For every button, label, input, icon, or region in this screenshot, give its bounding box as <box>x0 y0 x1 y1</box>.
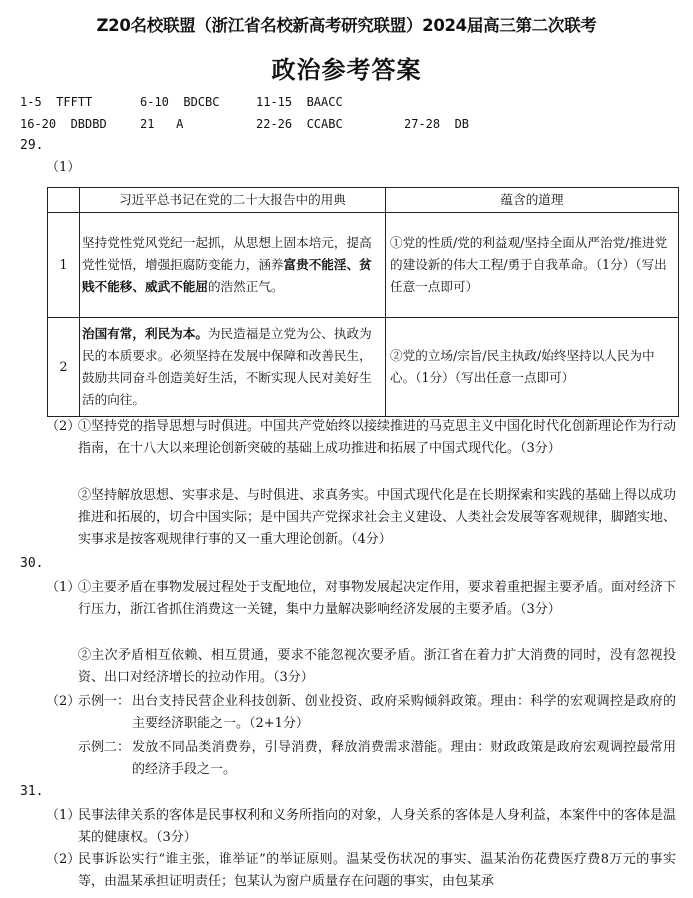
key-6-10: 6-10 BDCBC <box>140 95 220 109</box>
question-30-number: 30. <box>20 556 44 571</box>
q31-part1-text: 民事法律关系的客体是民事权利和义务所指向的对象，人身关系的客体是人身利益，本案件中的客体是温某的健康权。（3分） <box>78 808 677 845</box>
row-index: 1 <box>48 213 80 318</box>
q30-part1-item-2: ②主次矛盾相互依赖、相互贯通，要求不能忽视次要矛盾。浙江省在着力扩大消费的同时，没有忽视投资、出口对经济增长的拉动作用。（3分） <box>78 648 676 685</box>
key-16-20: 16-20 DBDBD <box>20 117 107 131</box>
answer-table <box>47 187 679 417</box>
table-header-row <box>48 188 679 213</box>
q31-part1-label: （1） <box>46 808 81 823</box>
row-index: 2 <box>48 318 80 417</box>
document-subtitle: 政治参考答案 <box>271 56 422 84</box>
table-row <box>48 318 679 417</box>
key-11-15: 11-15 BAACC <box>256 95 343 109</box>
page-title: Z20名校联盟（浙江省名校新高考研究联盟）2024届高三第二次联考 <box>96 16 597 35</box>
principle-cell: ②党的立场/宗旨/民主执政/始终坚持以人民为中心。（1分）（写出任意一点即可） <box>386 318 679 417</box>
quote-cell: 治国有常，利民为本。为民造福是立党为公、执政为民的本质要求。必须坚持在发展中保障和改善民生，鼓励共同奋斗创造美好生活，不断实现人民对美好生活的向往。 <box>80 318 386 417</box>
q31-part2-label: （2） <box>46 852 81 867</box>
key-27-28: 27-28 DB <box>404 117 470 131</box>
question-31-number: 31. <box>20 784 44 799</box>
quote-cell: 坚持党性党风党纪一起抓，从思想上固本培元，提高党性觉悟，增强拒腐防变能力，涵养富贵不能淫、贫贱不能移、威武不能屈的浩然正气。 <box>80 213 386 318</box>
q30-part1-item-1: ①主要矛盾在事物发展过程处于支配地位，对事物发展起决定作用，要求着重把握主要矛盾。面对经济下行压力，浙江省抓住消费这一关键，集中力量解决影响经济发展的主要矛盾。（3分） <box>78 580 677 617</box>
example-2-label: 示例二： <box>78 740 131 755</box>
table-header-index <box>48 188 80 213</box>
example-2-text: 发放不同品类消费券，引导消费，释放消费需求潜能。理由：财政政策是政府宏观调控最常用的经济手段之一。 <box>132 740 676 777</box>
q29-part2-item-1: ①坚持党的指导思想与时俱进。中国共产党始终以接续推进的马克思主义中国化时代化创新理论作为行动指南，在十八大以来理论创新突破的基础上成功推进和拓展了中国式现代化。（3分） <box>78 419 677 456</box>
q30-part1-label: （1） <box>46 580 81 595</box>
q29-part2-label: （2） <box>46 419 81 434</box>
table-header-quote: 习近平总书记在党的二十大报告中的用典 <box>80 188 386 213</box>
table-header-principle: 蕴含的道理 <box>386 188 679 213</box>
table-row <box>48 213 679 318</box>
question-29-number: 29. <box>20 138 44 153</box>
key-1-5: 1-5 TFFTT <box>20 95 93 109</box>
q29-part1-label: （1） <box>46 160 81 175</box>
example-1-text: 出台支持民营企业科技创新、创业投资、政府采购倾斜政策。理由：科学的宏观调控是政府的主要经济职能之一。（2+1分） <box>132 694 676 731</box>
q31-part2-text: 民事诉讼实行“谁主张，谁举证”的举证原则。温某受伤状况的事实、温某治伤花费医疗费8万元的事实等，由温某承担证明责任；包某认为窗户质量存在问题的事实，由包某承 <box>78 852 676 889</box>
key-21: 21 A <box>140 117 184 131</box>
q29-part2-item-2: ②坚持解放思想、实事求是、与时俱进、求真务实。中国式现代化是在长期探索和实践的基础上得以成功推进和拓展的，切合中国实际；是中国共产党探求社会主义建设、人类社会发展等客观规律，脚踏实地、实事求是按客观规律行事的又一重大理论创新。（4分） <box>78 488 677 547</box>
principle-cell: ①党的性质/党的利益观/坚持全面从严治党/推进党的建设新的伟大工程/勇于自我革命。（1分）（写出任意一点即可） <box>386 213 679 318</box>
example-1-label: 示例一： <box>78 694 131 709</box>
q30-part2-label: （2） <box>46 694 81 709</box>
key-22-26: 22-26 CCABC <box>256 117 343 131</box>
